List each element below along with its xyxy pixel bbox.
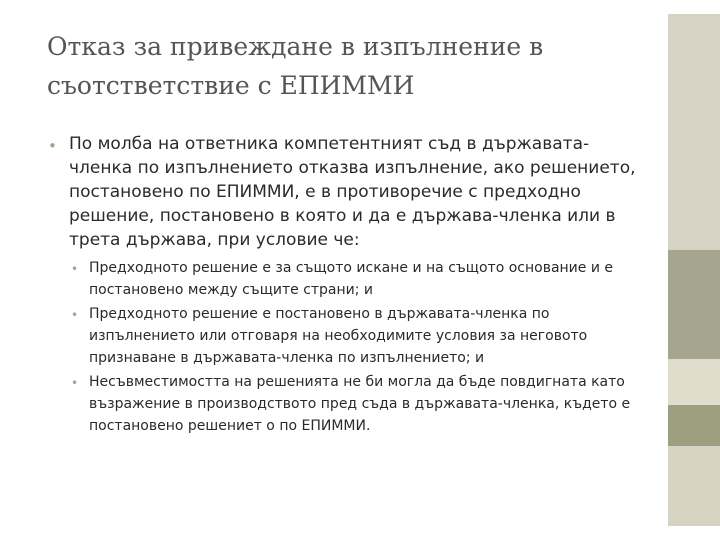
slide-title-line-1: Отказ за привеждане в изпълнение в [47,32,544,61]
slide-title-line-2: съотстветствие с ЕПИММИ [47,71,415,100]
sub-bullet-item [71,303,643,369]
sub-bullet-dot-icon: • [71,262,79,276]
sub-bullet-item [71,257,643,301]
slide-title [47,27,647,105]
side-bar-5 [668,446,720,526]
decorative-side-bars [668,14,720,526]
bullet-dot-icon: • [48,137,57,155]
sub-bullet-text: Предходното решение е за същото искане и на същото основание и е постановено между същите страни; и [89,260,613,298]
sub-bullet-dot-icon: • [71,376,79,390]
sub-bullet-item [71,371,643,437]
sub-bullet-text: Предходното решение е постановено в държавата-членка по изпълнението или отговаря на необходимите условия за неговото признаване в държавата-членка по изпълнението; и [89,306,588,366]
side-bar-2 [668,250,720,359]
slide-bottom-frame [0,526,720,540]
main-bullet [48,132,643,252]
side-bar-4 [668,405,720,446]
side-bar-3 [668,359,720,405]
sub-bullet-dot-icon: • [71,308,79,322]
sub-bullet-list [48,257,643,437]
slide-top-frame [0,0,720,14]
side-bar-1 [668,14,720,250]
main-bullet-text: По молба на ответника компетентният съд в държавата-членка по изпълнението отказва изпълнение, ако решението, постановено по ЕПИММИ, е в противоречие с предходно решение, постановено в която и да е държава-членка или в трета държава, при условие че: [69,134,636,250]
slide-body [48,132,643,439]
sub-bullet-text: Несъвместимостта на решенията не би могла да бъде повдигната като възражение в производството пред съда в държавата-членка, където е постановено решениет о по ЕПИММИ. [89,374,631,434]
